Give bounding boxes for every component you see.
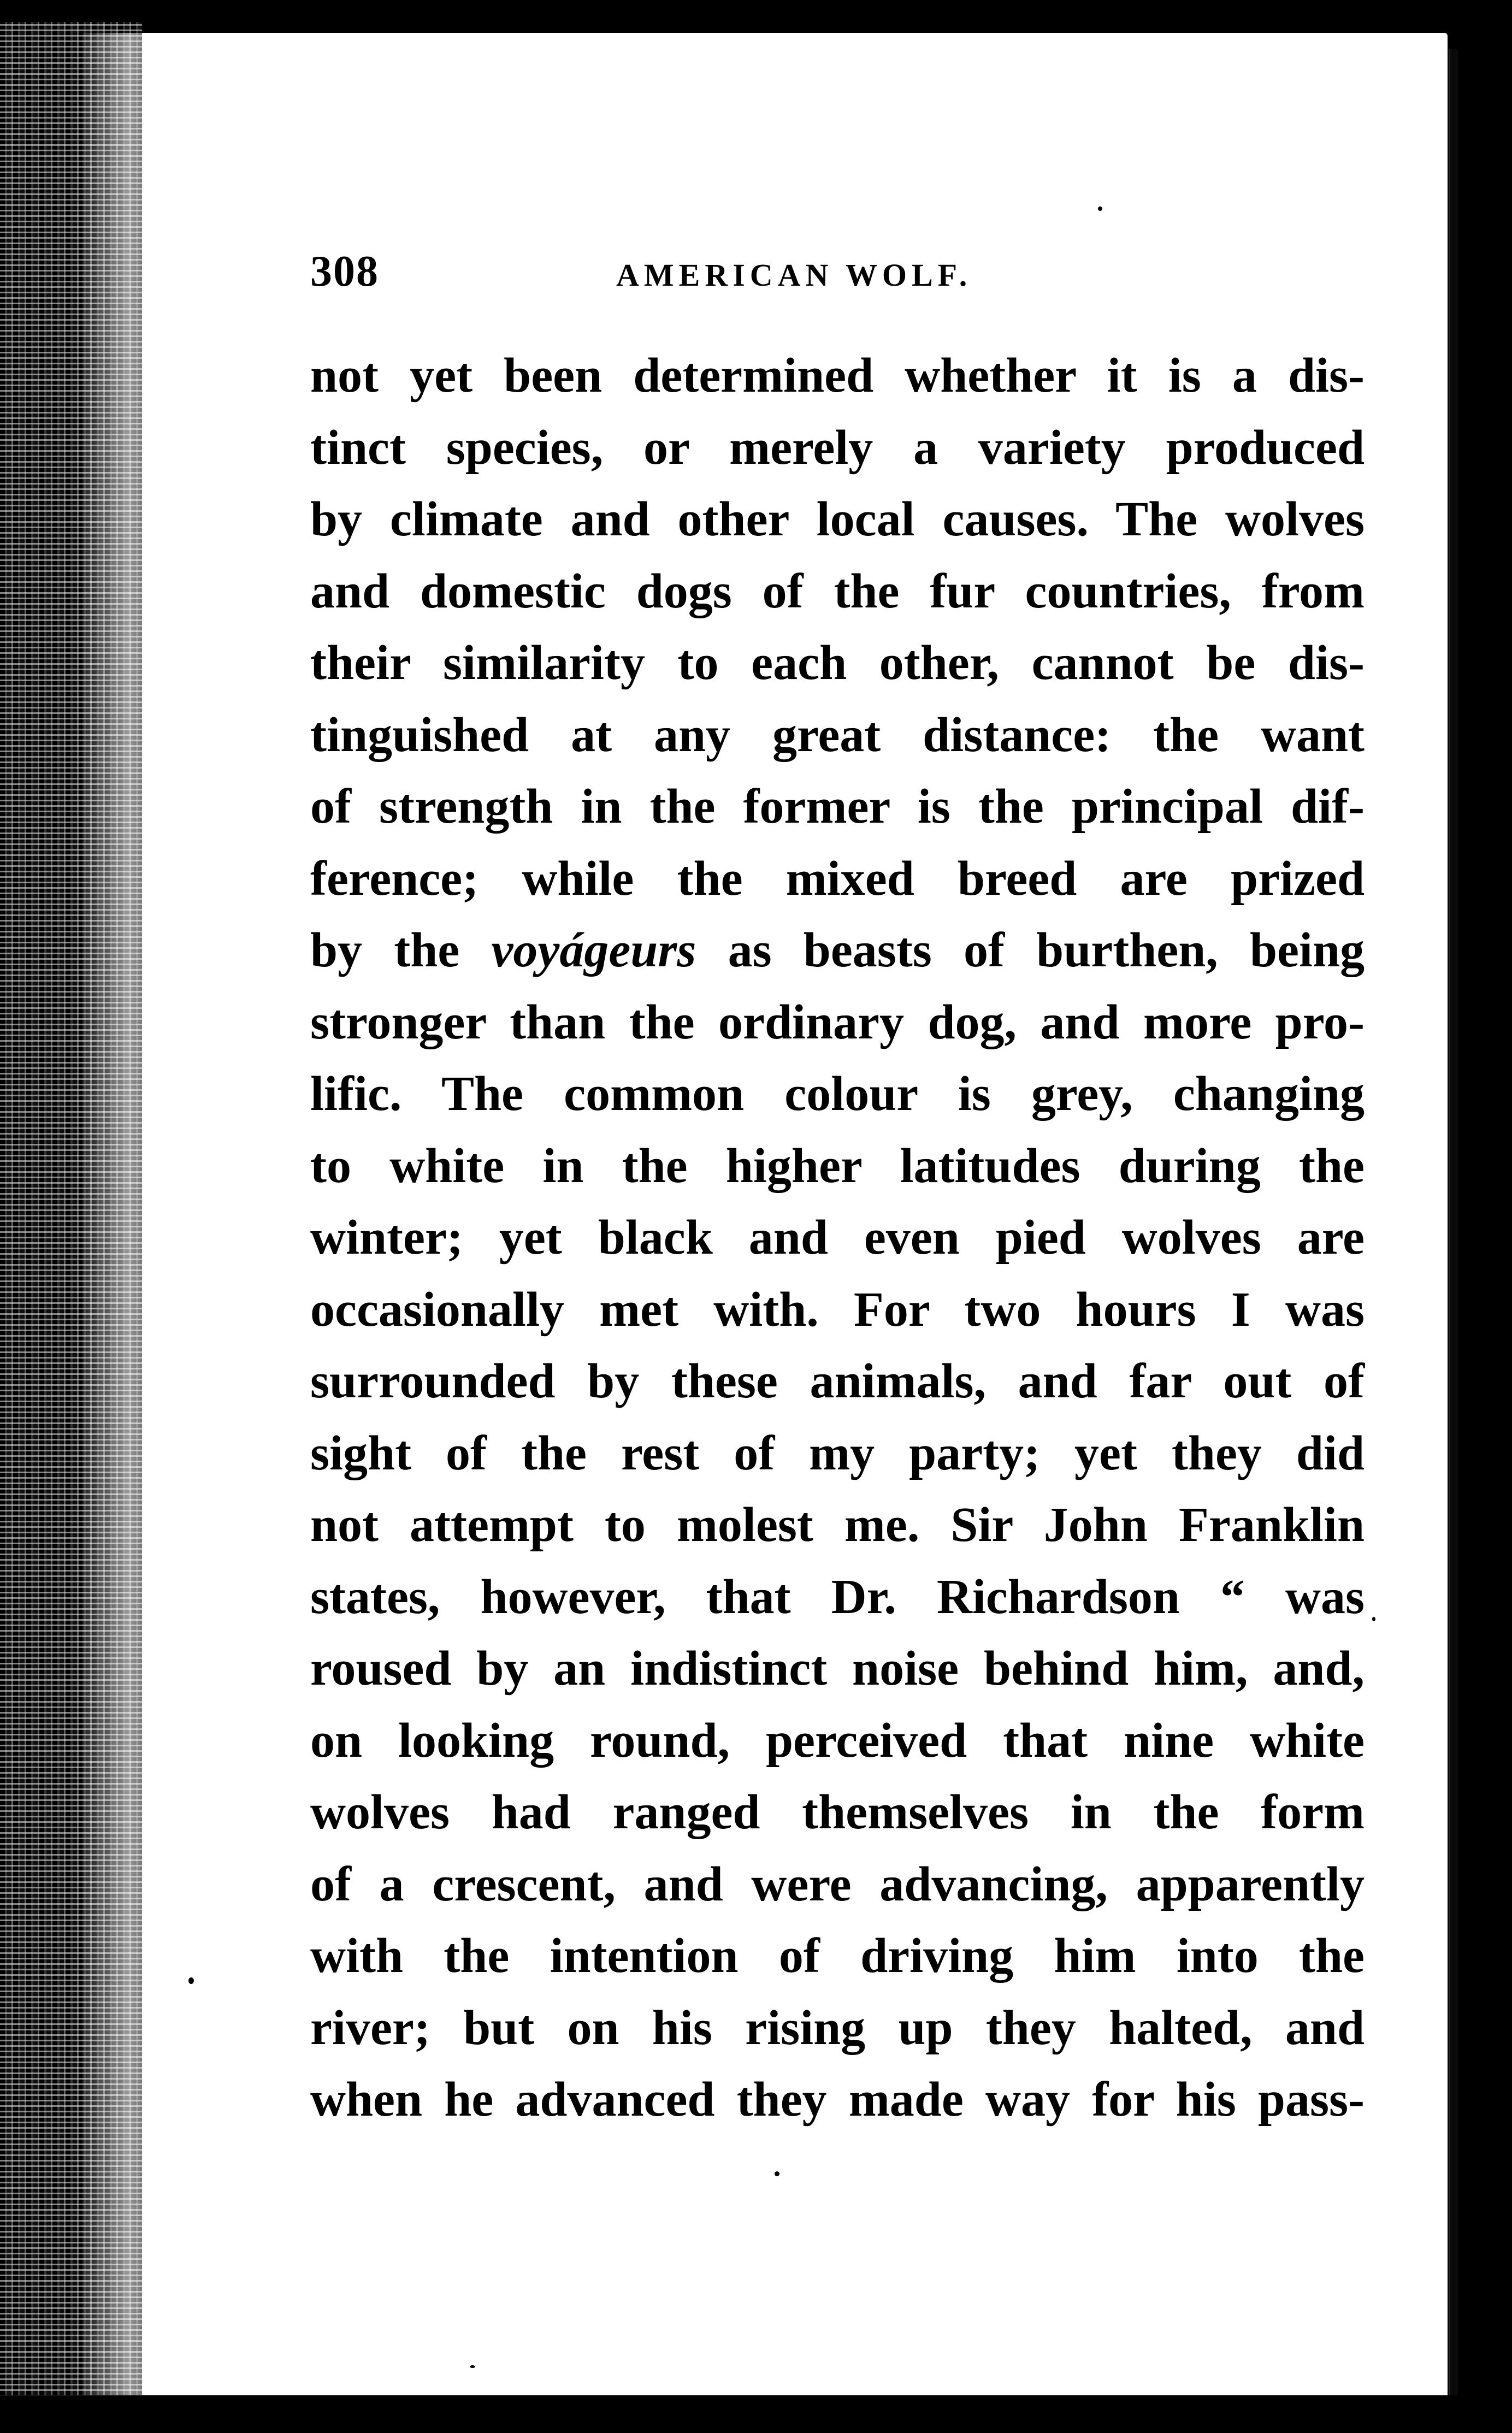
text-line-part: with the intention of driving him into the <box>310 1929 1365 1983</box>
scan-border-bottom <box>0 2395 1512 2433</box>
text-line <box>310 1920 1365 1992</box>
text-line-part: tinct species, or merely a variety produced <box>310 420 1365 475</box>
page-number: 308 <box>310 247 379 296</box>
text-line <box>310 987 1365 1059</box>
text-line <box>310 699 1365 771</box>
text-line-part: river; but on his rising up they halted, and <box>310 2000 1365 2055</box>
text-line-part: as beasts of burthen, being <box>696 923 1365 977</box>
text-line <box>310 843 1365 915</box>
ink-speck <box>1098 206 1102 211</box>
page-header <box>310 247 1359 296</box>
text-line <box>310 1561 1365 1633</box>
text-line-part: and domestic dogs of the fur countries, from <box>310 564 1365 618</box>
text-line <box>310 1418 1365 1490</box>
text-line <box>310 483 1365 556</box>
ink-speck <box>775 2171 779 2176</box>
text-line <box>310 627 1365 699</box>
italic-word: voyágeurs <box>491 923 696 977</box>
ink-speck <box>470 2365 475 2368</box>
page-edge-line <box>1449 49 1458 2398</box>
ink-speck <box>188 1977 194 1984</box>
text-line-part: ference; while the mixed breed are prized <box>310 851 1365 906</box>
text-line-part: stronger than the ordinary dog, and more pro- <box>310 995 1365 1049</box>
text-line-part: when he advanced they made way for his pass- <box>310 2072 1365 2127</box>
text-line-part: of a crescent, and were advancing, apparently <box>310 1857 1365 1911</box>
text-line <box>310 1130 1365 1202</box>
text-line-part: their similarity to each other, cannot be dis- <box>310 636 1365 690</box>
text-line <box>310 771 1365 843</box>
text-line-part: winter; yet black and even pied wolves are <box>310 1210 1365 1265</box>
text-line-part: tinguished at any great distance: the want <box>310 707 1365 762</box>
text-line-part: to white in the higher latitudes during the <box>310 1138 1365 1193</box>
text-line <box>310 1274 1365 1346</box>
text-line <box>310 1705 1365 1777</box>
text-line-part: of strength in the former is the principal dif- <box>310 779 1365 834</box>
text-line <box>310 1633 1365 1705</box>
running-head: AMERICAN WOLF. <box>616 257 972 293</box>
gutter-fade <box>82 33 169 2409</box>
text-line-part: roused by an indistinct noise behind him, and, <box>310 1641 1365 1696</box>
text-line <box>310 556 1365 628</box>
text-line <box>310 1058 1365 1130</box>
text-line-part: not yet been determined whether it is a dis- <box>310 349 1365 403</box>
body-text <box>310 340 1365 2136</box>
text-line <box>310 340 1365 412</box>
text-line <box>310 412 1365 484</box>
text-line-part: not attempt to molest me. Sir John Franklin <box>310 1498 1365 1552</box>
text-line <box>310 1776 1365 1849</box>
text-line-part: wolves had ranged themselves in the form <box>310 1785 1365 1839</box>
text-line-part: by climate and other local causes. The wolves <box>310 492 1365 546</box>
text-line-part: occasionally met with. For two hours I was <box>310 1282 1365 1337</box>
text-line-part: lific. The common colour is grey, changing <box>310 1067 1365 1121</box>
text-line <box>310 1202 1365 1274</box>
ink-speck <box>1372 1617 1375 1621</box>
text-line-part: states, however, that Dr. Richardson “ was <box>310 1569 1365 1624</box>
text-line-part: on looking round, perceived that nine white <box>310 1713 1365 1768</box>
text-line <box>310 1992 1365 2064</box>
text-line <box>310 1345 1365 1418</box>
text-line-part: by the <box>310 923 492 977</box>
text-line-part: surrounded by these animals, and far out of <box>310 1354 1365 1408</box>
text-line-part: sight of the rest of my party; yet they did <box>310 1426 1365 1480</box>
text-line <box>310 1489 1365 1561</box>
text-line <box>310 2064 1365 2136</box>
text-line <box>310 914 1365 987</box>
text-line <box>310 1849 1365 1921</box>
